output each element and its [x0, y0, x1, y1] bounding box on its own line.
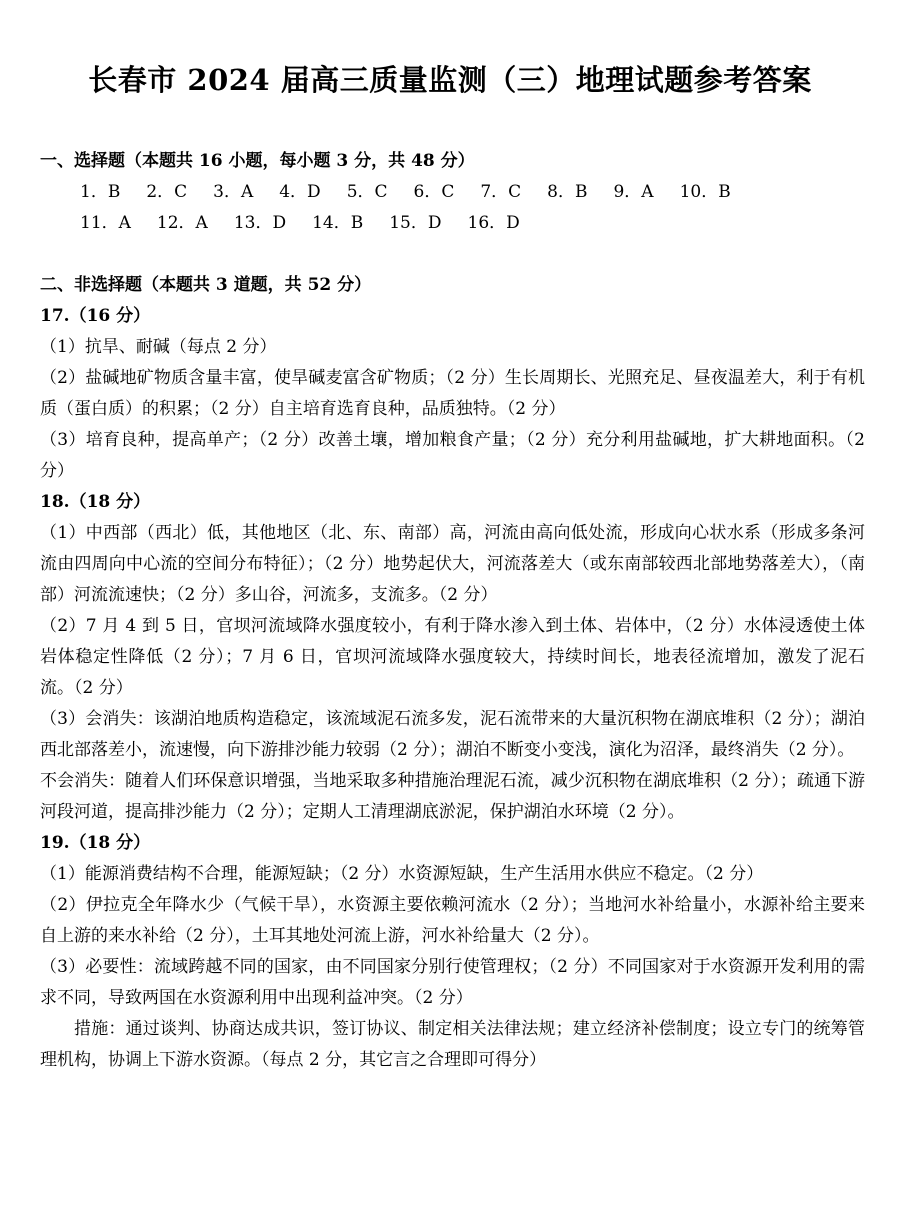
answer-7: 7．C: [480, 182, 522, 202]
answer-14: 14．B: [312, 213, 364, 233]
question-17-part-2: （2）盐碱地矿物质含量丰富，使旱碱麦富含矿物质；（2 分）生长周期长、光照充足、昼夜温差大，利于有机质（蛋白质）的积累；（2 分）自主培育选育良种，品质独特。（2 分）: [40, 368, 865, 419]
answer-10: 10．B: [679, 182, 731, 202]
question-18-part-3: （3）会消失：该湖泊地质构造稳定，该流域泥石流多发，泥石流带来的大量沉积物在湖底堆积（2 分）；湖泊西北部落差小，流速慢，向下游排沙能力较弱（2 分）；湖泊不断变小变浅，演化为沼泽，最终消失（2 分）。: [40, 709, 865, 760]
answer-9: 9．A: [613, 182, 654, 202]
question-18-heading: 18.（18 分）: [40, 492, 151, 512]
question-18-part-3-alt: 不会消失：随着人们环保意识增强，当地采取多种措施治理泥石流，减少沉积物在湖底堆积（2 分）；疏通下游河段河道，提高排沙能力（2 分）；定期人工清理湖底淤泥，保护湖泊水环境（2 分）。: [40, 771, 865, 822]
question-19-part-1: （1）能源消费结构不合理，能源短缺；（2 分）水资源短缺，生产生活用水供应不稳定。（2 分）: [40, 864, 764, 884]
spacer: [40, 239, 865, 270]
section-1-heading: 一、选择题（本题共 16 小题，每小题 3 分，共 48 分）: [40, 151, 475, 171]
answer-2: 2．C: [146, 182, 188, 202]
answer-12: 12．A: [156, 213, 208, 233]
document-body: [40, 146, 865, 1076]
answers-row-1: [40, 177, 865, 208]
question-17-part-3: （3）培育良种，提高单产；（2 分）改善土壤，增加粮食产量；（2 分）充分利用盐碱地，扩大耕地面积。（2 分）: [40, 430, 865, 481]
answers-row-2: [40, 208, 865, 239]
question-19-part-2: （2）伊拉克全年降水少（气候干旱），水资源主要依赖河流水（2 分）；当地河水补给量小，水源补给主要来自上游的来水补给（2 分），土耳其地处河流上游，河水补给量大（2 分）。: [40, 895, 865, 946]
answer-1: 1．B: [80, 182, 121, 202]
answer-3: 3．A: [213, 182, 254, 202]
answer-11: 11．A: [80, 213, 131, 233]
answer-5: 5．C: [346, 182, 388, 202]
question-19-part-3: （3）必要性：流域跨越不同的国家，由不同国家分别行使管理权；（2 分）不同国家对于水资源开发利用的需求不同，导致两国在水资源利用中出现利益冲突。（2 分）: [40, 957, 865, 1008]
question-17-heading: 17.（16 分）: [40, 306, 151, 326]
question-19-measures: 措施：通过谈判、协商达成共识，签订协议、制定相关法律法规；建立经济补偿制度；设立专门的统筹管理机构，协调上下游水资源。（每点 2 分，其它言之合理即可得分）: [40, 1019, 865, 1070]
answer-4: 4．D: [279, 182, 321, 202]
answer-15: 15．D: [389, 213, 442, 233]
question-19-heading: 19.（18 分）: [40, 833, 151, 853]
question-17-part-1: （1）抗旱、耐碱（每点 2 分）: [40, 337, 277, 357]
answer-8: 8．B: [547, 182, 588, 202]
question-18-part-2: （2）7 月 4 到 5 日，官坝河流域降水强度较小，有利于降水渗入到土体、岩体中，（2 分）水体浸透使土体岩体稳定性降低（2 分）；7 月 6 日，官坝河流域降水强度较大，持续时间长，地表径流增加，激发了泥石流。（2 分）: [40, 616, 865, 698]
answer-13: 13．D: [233, 213, 287, 233]
section-2-heading: 二、非选择题（本题共 3 道题，共 52 分）: [40, 275, 372, 295]
question-18-part-1: （1）中西部（西北）低，其他地区（北、东、南部）高，河流由高向低处流，形成向心状水系（形成多条河流由四周向中心流的空间分布特征）；（2 分）地势起伏大，河流落差大（或东南部较西北部地势落差大），（南部）河流流速快；（2 分）多山谷，河流多，支流多。（2 分）: [40, 523, 865, 605]
answer-16: 16．D: [467, 213, 520, 233]
answer-6: 6．C: [413, 182, 455, 202]
page-title: 长春市 2024 届高三质量监测（三）地理试题参考答案: [88, 63, 812, 97]
